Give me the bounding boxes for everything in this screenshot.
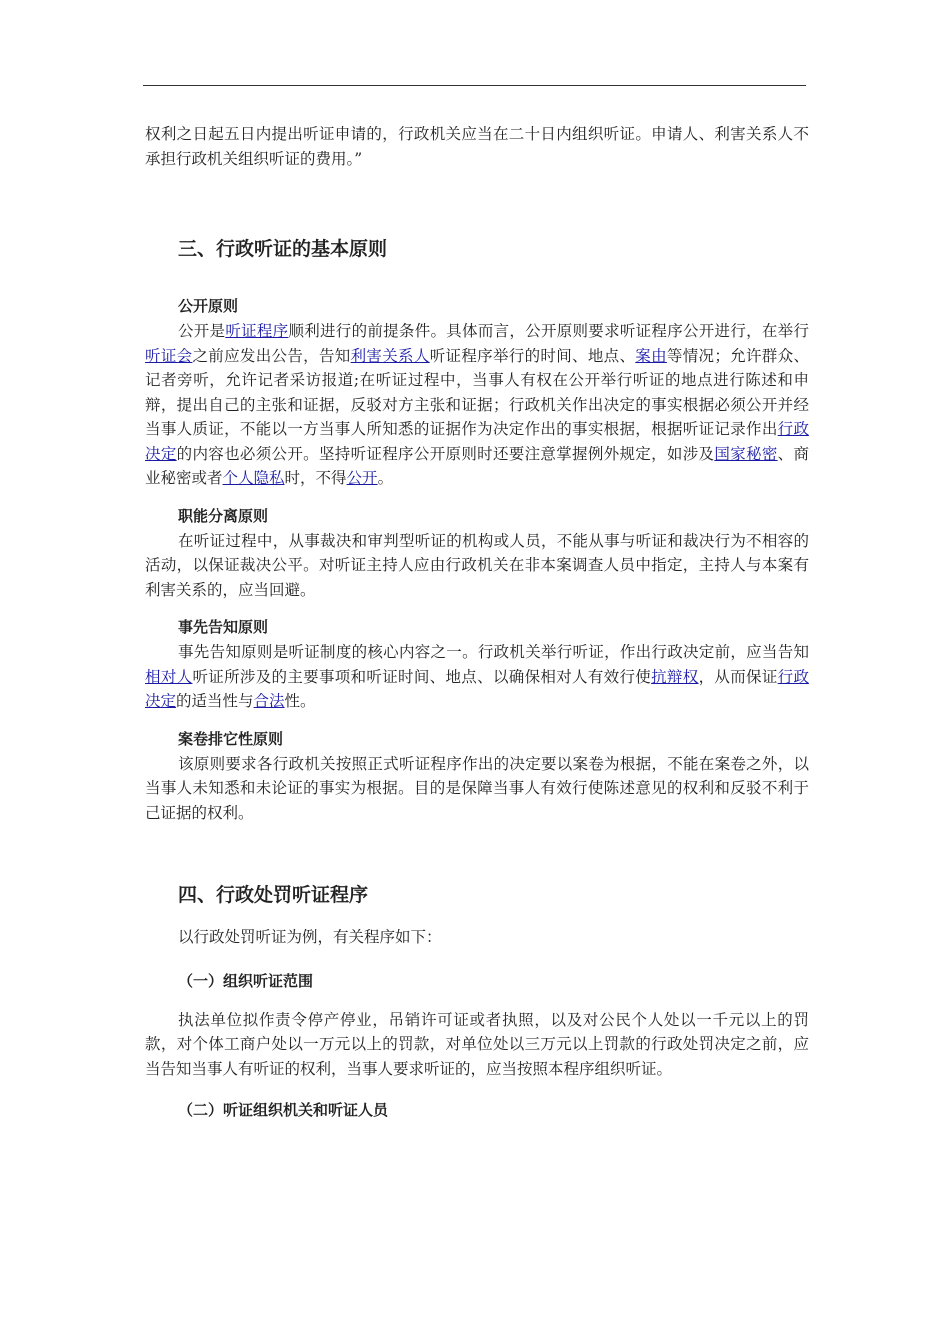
principle-open-paragraph [145, 319, 809, 491]
text-span: 的内容也必须公开。坚持听证程序公开原则时还要注意掌握例外规定，如涉及 [176, 444, 715, 463]
text-span: 。 [377, 469, 394, 487]
principle-separation-paragraph: 在听证过程中，从事裁决和审判型听证的机构或人员，不能从事与听证和裁决行为不相容的活动，以保证裁决公平。对听证主持人应由行政机关在非本案调查人员中指定，主持人与本案有利害关系的，应当回避。 [145, 531, 809, 599]
link-state-secret[interactable]: 国家秘密 [714, 444, 778, 463]
link-right-of-defense[interactable]: 抗辩权 [651, 667, 699, 686]
text-span: 顺利进行的前提条件。具体而言，公开原则要求听证程序公开进行，在举行 [288, 322, 809, 340]
sub-1-paragraph: 执法单位拟作责令停产停业，吊销许可证或者执照，以及对公民个人处以一千元以上的罚款，对个体工商户处以一万元以上的罚款，对单位处以三万元以上罚款的行政处罚决定之前，应当告知当事人有听证的权利，当事人要求听证的，应当按照本程序组织听证。 [145, 1010, 809, 1078]
text-span: 听证程序举行的时间、地点、 [429, 346, 636, 365]
text-span: 的适当性与 [176, 692, 254, 710]
sub-2-title: （二）听证组织机关和听证人员 [178, 1101, 389, 1119]
text-span: 性。 [284, 692, 316, 710]
text-span: 听证所涉及的主要事项和听证时间、地点、以确保相对人有效行使 [192, 667, 652, 686]
intro-paragraph: 权利之日起五日内提出听证申请的，行政机关应当在二十日内组织听证。申请人、利害关系人不承担行政机关组织听证的费用。” [145, 125, 809, 168]
link-administrative-decision[interactable]: 行政决定 [145, 420, 809, 463]
text-span: 时，不得 [284, 469, 347, 487]
document-body [145, 122, 809, 1121]
principle-notice-title: 事先告知原则 [178, 618, 269, 636]
link-legal[interactable]: 合法 [253, 692, 285, 710]
principle-notice-paragraph [145, 640, 809, 714]
text-span: 事先告知原则是听证制度的核心内容之一。行政机关举行听证，作出行政决定前，应当告知 [178, 643, 809, 661]
section-4-intro: 以行政处罚听证为例，有关程序如下： [178, 928, 442, 946]
link-counterparty[interactable]: 相对人 [145, 667, 193, 686]
principle-open-title: 公开原则 [178, 297, 239, 315]
link-administrative-decision-2[interactable]: 行政决定 [145, 667, 809, 710]
section-3-heading: 三、行政听证的基本原则 [178, 238, 388, 260]
header-rule [143, 85, 806, 86]
text-span: ，从而保证 [698, 667, 778, 686]
text-span: 、商业秘密或者 [145, 444, 809, 487]
link-hearing-meeting[interactable]: 听证会 [145, 346, 193, 365]
text-span: 等情况；允许群众、记者旁听，允许记者采访报道;在听证过程中，当事人有权在公开举行听证的地点进行陈述和申辩，提出自己的主张和证据，反驳对方主张和证据；行政机关作出决定的事实根据必须公开并经当事人质证，不能以一方当事人所知悉的证据作为决定作出的事实根据，根据听证记录作出 [145, 346, 809, 438]
text-span: 公开是 [178, 322, 226, 340]
text-span: 之前应发出公告，告知 [192, 346, 351, 365]
link-public[interactable]: 公开 [346, 469, 378, 487]
sub-1-title: （一）组织听证范围 [178, 971, 314, 990]
link-personal-privacy[interactable]: 个人隐私 [222, 469, 285, 487]
link-case-cause[interactable]: 案由 [635, 346, 667, 365]
link-hearing-procedure[interactable]: 听证程序 [225, 322, 289, 340]
principle-exclusivity-paragraph: 该原则要求各行政机关按照正式听证程序作出的决定要以案卷为根据，不能在案卷之外，以当事人未知悉和未论证的事实为根据。目的是保障当事人有效行使陈述意见的权利和反驳不利于己证据的权利。 [145, 754, 809, 822]
section-4-heading: 四、行政处罚听证程序 [178, 884, 369, 906]
principle-exclusivity-title: 案卷排它性原则 [178, 729, 284, 748]
principle-separation-title: 职能分离原则 [178, 506, 269, 525]
link-interested-party[interactable]: 利害关系人 [350, 346, 430, 365]
